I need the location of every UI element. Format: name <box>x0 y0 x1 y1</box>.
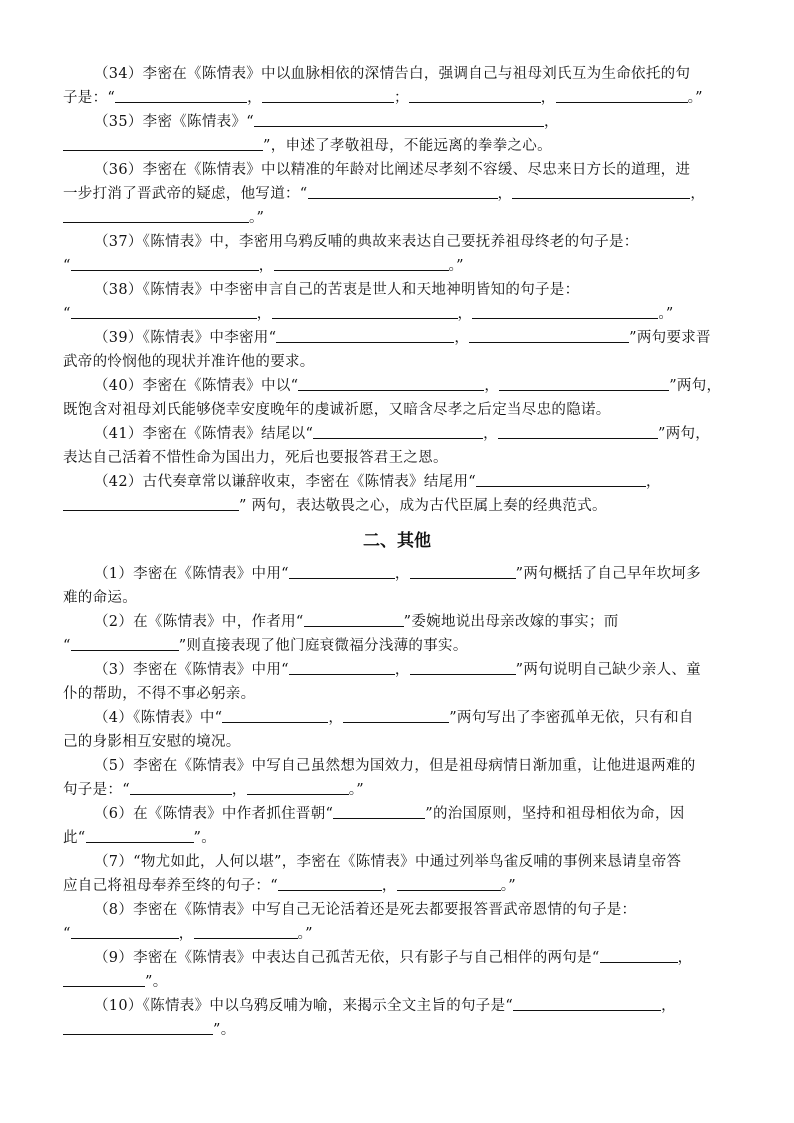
q39-text: （39）《陈情表》中李密用“ <box>94 330 277 346</box>
answer-blank[interactable] <box>274 256 449 271</box>
p7-text: 应自己将祖母奉养至终的句子：“ <box>63 878 278 894</box>
p3-line-2 <box>63 682 735 706</box>
q39-line-1 <box>63 326 766 350</box>
p5-text: （5）李密在《陈情表》中写自己虽然想为国效力，但是祖母病情日渐加重，让他进退两难的 <box>94 758 696 774</box>
p3-text: ”两句说明自己缺少亲人、童 <box>515 662 701 678</box>
q34-text: 子是：“ <box>63 90 116 106</box>
p1-line-1 <box>63 562 766 586</box>
q38-line-2 <box>63 302 735 326</box>
p2-text: （2）在《陈情表》中，作者用“ <box>94 614 304 630</box>
q41-line-1 <box>63 422 766 446</box>
q41-line-2 <box>63 446 735 470</box>
q42-line-1 <box>63 470 766 494</box>
q34-text: ； <box>393 90 409 106</box>
q36-text: （36）李密在《陈情表》中以精准的年龄对比阐述尽孝刻不容缓、尽忠来日方长的道理，进 <box>94 162 691 178</box>
q35-text: （35）李密《陈情表》“ <box>94 114 254 130</box>
q35-line-1 <box>63 110 766 134</box>
q34-line-1 <box>63 62 766 86</box>
q36-text: 一步打消了晋武帝的疑虑，他写道：“ <box>63 186 308 202</box>
q39-text: ”两句要求晋 <box>629 330 711 346</box>
answer-blank[interactable] <box>499 376 669 391</box>
answer-blank[interactable] <box>247 780 349 795</box>
p4-text: 己的身影相互安慰的境况。 <box>63 734 241 750</box>
q37-text: “ <box>63 258 71 274</box>
answer-blank[interactable] <box>397 876 501 891</box>
p8-line-1 <box>63 898 766 922</box>
answer-blank[interactable] <box>472 304 658 319</box>
q36-text: 。” <box>249 210 265 226</box>
answer-blank[interactable] <box>289 564 395 579</box>
answer-blank[interactable] <box>71 636 179 651</box>
q38-text: “ <box>63 306 71 322</box>
p2-text: ”则直接表现了他门庭衰微福分浅薄的事实。 <box>178 638 468 654</box>
answer-blank[interactable] <box>262 88 394 103</box>
answer-blank[interactable] <box>194 924 298 939</box>
q38-text: 。” <box>658 306 674 322</box>
p4-text: ， <box>328 710 344 726</box>
answer-blank[interactable] <box>86 828 194 843</box>
q38-text: （38）《陈情表》中李密申言自己的苦衷是世人和天地神明皆知的句子是： <box>94 282 580 298</box>
answer-blank[interactable] <box>298 376 484 391</box>
answer-blank[interactable] <box>63 972 145 987</box>
p8-line-2 <box>63 922 735 946</box>
q37-line-1 <box>63 230 766 254</box>
q41-text: （41）李密在《陈情表》结尾以“ <box>94 426 314 442</box>
p6-text: （6）在《陈情表》中作者抓住晋朝“ <box>94 806 334 822</box>
q42-text: ， <box>645 474 661 490</box>
p8-text: ， <box>178 926 194 942</box>
p5-text: 句子是：“ <box>63 782 130 798</box>
answer-blank[interactable] <box>130 780 232 795</box>
p1-text: （1）李密在《陈情表》中用“ <box>94 566 289 582</box>
p5-line-1 <box>63 754 766 778</box>
q38-text: ， <box>457 306 473 322</box>
p6-line-1 <box>63 802 766 826</box>
answer-blank[interactable] <box>304 612 404 627</box>
p3-line-1 <box>63 658 766 682</box>
p2-line-2 <box>63 634 735 658</box>
p8-text: （8）李密在《陈情表》中写自己无论活着还是死去都要报答晋武帝恩情的句子是： <box>94 902 637 918</box>
q34-text: ， <box>540 90 556 106</box>
p6-text: ”的治国原则，坚持和祖母相依为命，因 <box>425 806 685 822</box>
q34-text: 。” <box>687 90 703 106</box>
answer-blank[interactable] <box>469 328 629 343</box>
q34-line-2 <box>63 86 735 110</box>
p6-text: 此“ <box>63 830 86 846</box>
answer-blank[interactable] <box>63 136 263 151</box>
answer-blank[interactable] <box>276 328 454 343</box>
p9-line-1 <box>63 946 766 970</box>
q35-line-2 <box>63 134 735 158</box>
answer-blank[interactable] <box>600 948 678 963</box>
answer-blank[interactable] <box>498 424 658 439</box>
answer-blank[interactable] <box>71 304 257 319</box>
q40-text: （40）李密在《陈情表》中以“ <box>94 378 299 394</box>
p2-text: “ <box>63 638 71 654</box>
q41-text: ”两句， <box>657 426 711 442</box>
q40-line-1 <box>63 374 766 398</box>
q36-line-2 <box>63 182 735 206</box>
answer-blank[interactable] <box>512 184 690 199</box>
p8-text: 。” <box>297 926 313 942</box>
p4-line-2 <box>63 730 735 754</box>
q39-text: ， <box>454 330 470 346</box>
p3-text: ， <box>394 662 410 678</box>
q41-text: ， <box>483 426 498 442</box>
p7-text: ， <box>381 878 397 894</box>
answer-blank[interactable] <box>115 88 247 103</box>
answer-blank[interactable] <box>63 1020 213 1035</box>
p4-text: （4）《陈情表》中“ <box>94 710 223 726</box>
answer-blank[interactable] <box>513 996 661 1011</box>
answer-blank[interactable] <box>410 660 516 675</box>
q39-line-2 <box>63 350 735 374</box>
p5-text: ， <box>231 782 247 798</box>
answer-blank[interactable] <box>410 564 516 579</box>
q37-text: 。” <box>448 258 464 274</box>
answer-blank[interactable] <box>71 256 259 271</box>
answer-blank[interactable] <box>333 804 425 819</box>
p9-text: （9）李密在《陈情表》中表达自己孤苦无依，只有影子与自己相伴的两句是“ <box>94 950 600 966</box>
p7-text: （7）“物尤如此，人何以堪”，李密在《陈情表》中通过列举鸟雀反哺的事例来恳请皇帝答 <box>94 854 682 870</box>
p10-line-2 <box>63 1018 735 1042</box>
p10-text: （10）《陈情表》中以乌鸦反哺为喻，来揭示全文主旨的句子是“ <box>94 998 514 1014</box>
p5-text: 。” <box>348 782 364 798</box>
p9-text: ”。 <box>145 974 168 990</box>
q39-text: 武帝的怜悯他的现状并准许他的要求。 <box>63 354 315 370</box>
p2-line-1 <box>63 610 766 634</box>
answer-blank[interactable] <box>308 184 498 199</box>
p6-text: ”。 <box>193 830 217 846</box>
p4-line-1 <box>63 706 766 730</box>
p2-text: ”委婉地说出母亲改嫁的事实；而 <box>403 614 619 630</box>
q41-text: 表达自己活着不惜性命为国出力，死后也要报答君王之恩。 <box>63 450 448 466</box>
p7-line-1 <box>63 850 766 874</box>
q36-line-3 <box>63 206 735 230</box>
q38-text: ， <box>256 306 272 322</box>
q37-text: ， <box>258 258 274 274</box>
q36-line-1 <box>63 158 766 182</box>
answer-blank[interactable] <box>272 304 458 319</box>
answer-blank[interactable] <box>71 924 179 939</box>
q38-line-1 <box>63 278 766 302</box>
q37-line-2 <box>63 254 735 278</box>
p7-line-2 <box>63 874 735 898</box>
q34-text: （34）李密在《陈情表》中以血脉相依的深情告白，强调自己与祖母刘氏互为生命依托的句 <box>94 66 691 82</box>
q40-text: 既饱含对祖母刘氏能够侥幸安度晚年的虔诚祈愿，又暗含尽孝之后定当尽忠的隐诺。 <box>63 402 611 418</box>
q42-text: （42）古代奏章常以谦辞收束，李密在《陈情表》结尾用“ <box>94 474 476 490</box>
answer-blank[interactable] <box>313 424 483 439</box>
p1-text: 难的命运。 <box>63 590 137 606</box>
q34-text: ， <box>247 90 262 106</box>
p10-line-1 <box>63 994 766 1018</box>
answer-blank[interactable] <box>343 708 449 723</box>
q40-text: ， <box>484 378 500 394</box>
p1-text: ”两句概括了自己早年坎坷多 <box>515 566 701 582</box>
p9-text: ， <box>677 950 693 966</box>
answer-blank[interactable] <box>409 88 541 103</box>
q35-text: ， <box>543 114 559 130</box>
q37-text: （37）《陈情表》中，李密用乌鸦反哺的典故来表达自己要抚养祖母终老的句子是： <box>94 234 639 250</box>
p9-line-2 <box>63 970 735 994</box>
q42-line-2 <box>63 494 735 518</box>
answer-blank[interactable] <box>254 112 544 127</box>
answer-blank[interactable] <box>278 876 382 891</box>
p4-text: ”两句写出了李密孤单无依，只有和自 <box>449 710 694 726</box>
q36-text: ， <box>690 186 706 202</box>
q36-text: ， <box>497 186 513 202</box>
p8-text: “ <box>63 926 71 942</box>
section-title: 二、其他 <box>363 531 431 551</box>
p10-text: ， <box>661 998 676 1014</box>
p1-line-2 <box>63 586 735 610</box>
q42-text: ” 两句，表达敬畏之心，成为古代臣属上奏的经典范式。 <box>239 498 607 514</box>
p5-line-2 <box>63 778 735 802</box>
answer-blank[interactable] <box>556 88 688 103</box>
answer-blank[interactable] <box>476 472 646 487</box>
p3-text: 仆的帮助，不得不事必躬亲。 <box>63 686 256 702</box>
p7-text: 。” <box>500 878 516 894</box>
p3-text: （3）李密在《陈情表》中用“ <box>94 662 289 678</box>
p10-text: ”。 <box>213 1022 236 1038</box>
answer-blank[interactable] <box>63 208 249 223</box>
answer-blank[interactable] <box>63 496 239 511</box>
q35-text: ”，申述了孝敬祖母，不能远离的拳拳之心。 <box>263 138 552 154</box>
q40-line-2 <box>63 398 735 422</box>
p1-text: ， <box>394 566 410 582</box>
answer-blank[interactable] <box>222 708 328 723</box>
answer-blank[interactable] <box>289 660 395 675</box>
q40-text: ”两句， <box>669 378 722 394</box>
p6-line-2 <box>63 826 735 850</box>
